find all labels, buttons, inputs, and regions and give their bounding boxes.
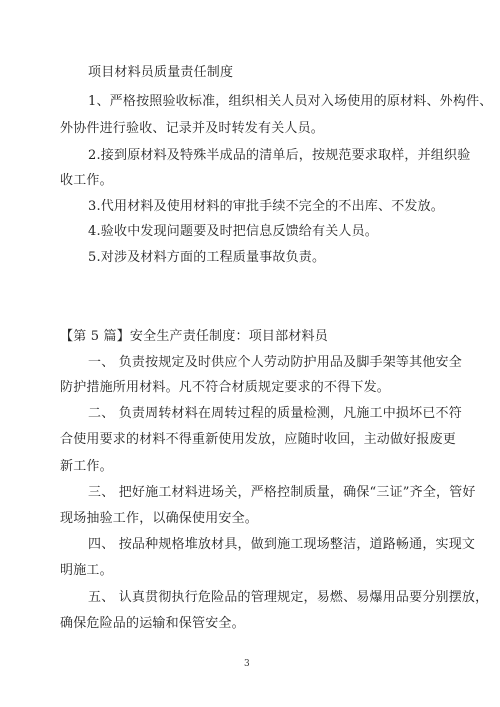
paragraph-line: 合使用要求的材料不得重新使用发放，应随时收回，主动做好报废更 <box>60 432 457 447</box>
paragraph-line: 2.接到原材料及特殊半成品的清单后，按规范要求取样，并组织验 <box>88 148 471 163</box>
paragraph-line: 五、 认真贯彻执行危险品的管理规定，易燃、易爆用品要分别摆放， <box>88 590 489 605</box>
paragraph-line: 收工作。 <box>60 173 113 188</box>
paragraph-line: 外协件进行验收、记录并及时转发有关人员。 <box>60 121 325 136</box>
page-number: 3 <box>244 659 250 669</box>
paragraph-line: 四、 按品种规格堆放材具，做到施工现场整洁，道路畅通，实现文 <box>88 537 476 552</box>
paragraph-line: 明施工。 <box>60 563 113 578</box>
paragraph-line: 4.验收中发现问题要及时把信息反馈给有关人员。 <box>88 224 379 239</box>
paragraph-line: 确保危险品的运输和保管安全。 <box>60 616 245 631</box>
paragraph-line: 一、 负责按规定及时供应个人劳动防护用品及脚手架等其他安全 <box>88 355 462 370</box>
paragraph-line: 二、 负责周转材料在周转过程的质量检测，凡施工中损坏已不符 <box>88 406 462 421</box>
paragraph-line: 3.代用材料及使用材料的审批手续不完全的不出库、不发放。 <box>88 199 445 214</box>
paragraph-line: 三、 把好施工材料进场关，严格控制质量，确保“三证”齐全，管好 <box>88 485 476 500</box>
paragraph-line: 5.对涉及材料方面的工程质量事故负责。 <box>88 250 326 265</box>
paragraph-line: 防护措施所用材料。凡不符合材质规定要求的不得下发。 <box>60 380 391 395</box>
section-heading: 【第 5 篇】安全生产责任制度：项目部材料员 <box>60 329 328 344</box>
paragraph-line: 1、严格按照验收标准，组织相关人员对入场使用的原材料、外构件、 <box>88 94 493 109</box>
paragraph-line: 现场抽验工作，以确保使用安全。 <box>60 511 259 526</box>
paragraph-line: 新工作。 <box>60 459 113 474</box>
section-title: 项目材料员质量责任制度 <box>88 65 234 80</box>
